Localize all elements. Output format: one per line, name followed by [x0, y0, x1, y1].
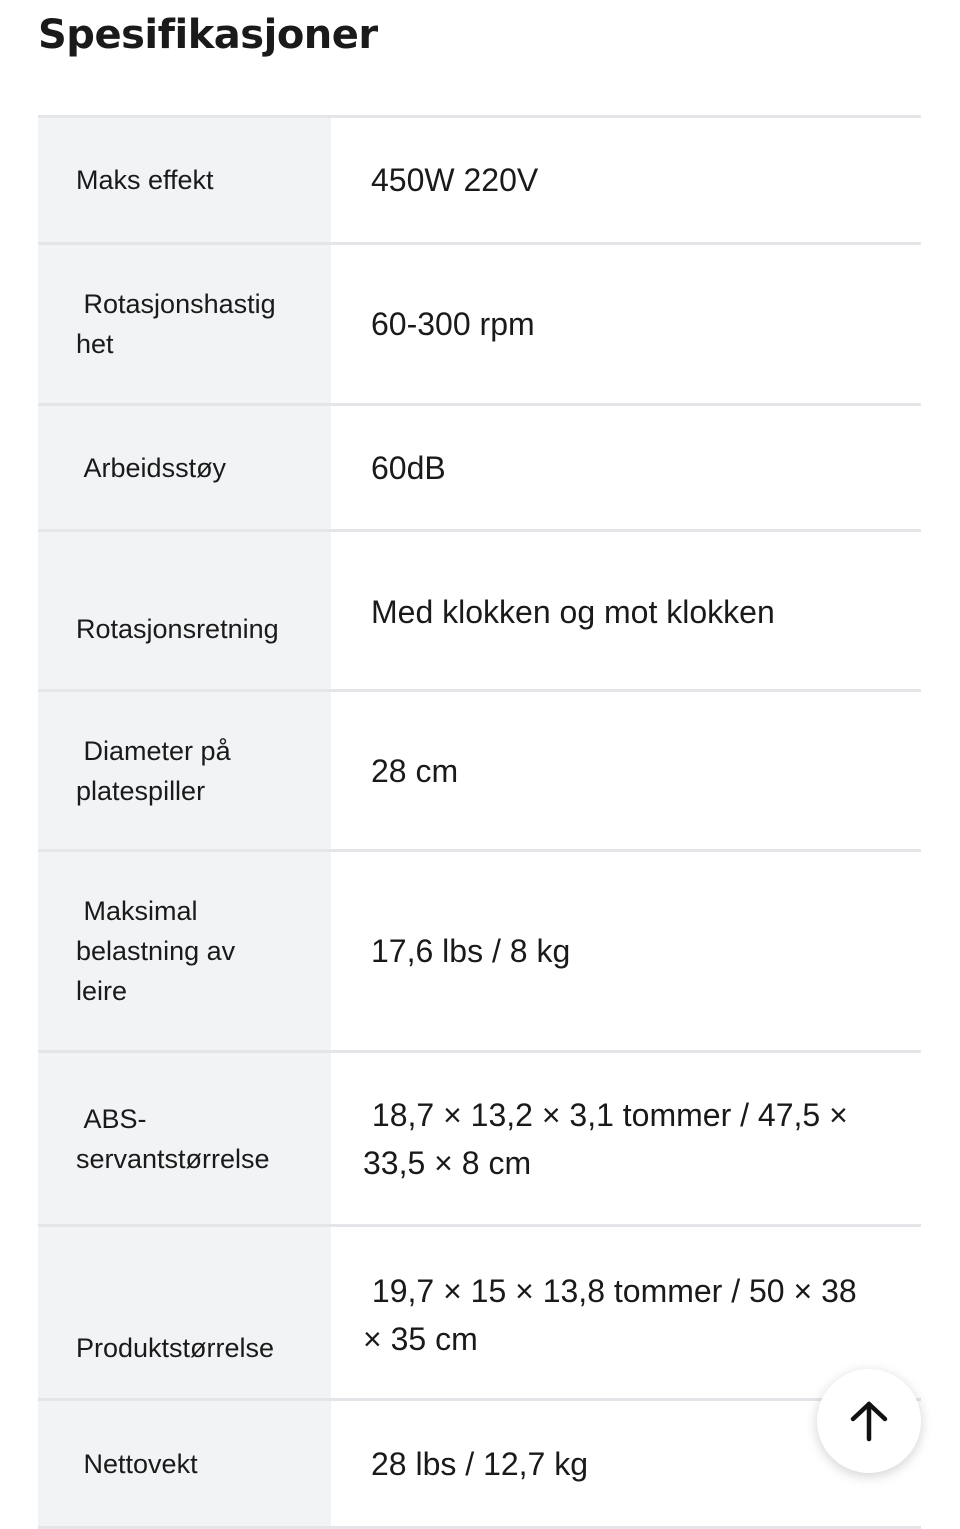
spec-label: Nettovekt	[38, 1401, 331, 1526]
spec-value: 450W 220V	[371, 162, 539, 198]
spec-value: 60-300 rpm	[371, 306, 535, 342]
spec-row-working-noise	[38, 406, 921, 532]
spec-row-product-size	[38, 1227, 921, 1401]
spec-label: Diameter på platespiller	[38, 692, 331, 849]
spec-label: Maks effekt	[38, 118, 331, 242]
spec-row-net-weight	[38, 1401, 921, 1529]
spec-label: Maksimal belastning av leire	[38, 852, 331, 1050]
spec-value: 17,6 lbs / 8 kg	[371, 933, 571, 969]
spec-table	[38, 115, 921, 1529]
spec-value: 28 cm	[371, 752, 459, 789]
spec-value: 19,7 × 15 × 13,8 tommer / 50 × 38 × 35 cm	[363, 1273, 857, 1357]
spec-label: Rotasjonshastig het	[38, 245, 331, 403]
spec-row-rotation-speed	[38, 245, 921, 406]
page-title: Spesifikasjoner	[38, 12, 378, 58]
spec-value: 60dB	[371, 449, 446, 486]
spec-row-turntable-diameter	[38, 692, 921, 852]
scroll-to-top-button[interactable]	[817, 1369, 921, 1473]
spec-row-rotation-direction	[38, 532, 921, 692]
spec-label: ABS- servantstørrelse	[38, 1053, 331, 1224]
spec-value: Med klokken og mot klokken	[371, 594, 775, 630]
spec-row-max-clay-load	[38, 852, 921, 1053]
spec-value: 28 lbs / 12,7 kg	[371, 1445, 589, 1482]
spec-row-max-power	[38, 118, 921, 245]
arrow-up-icon	[847, 1399, 891, 1443]
spec-row-abs-basin-size	[38, 1053, 921, 1227]
spec-label: Produktstørrelse	[38, 1227, 331, 1398]
spec-label: Rotasjonsretning	[38, 532, 331, 689]
spec-value: 18,7 × 13,2 × 3,1 tommer / 47,5 × 33,5 × 8 cm	[363, 1096, 848, 1181]
spec-label: Arbeidsstøy	[38, 406, 331, 529]
